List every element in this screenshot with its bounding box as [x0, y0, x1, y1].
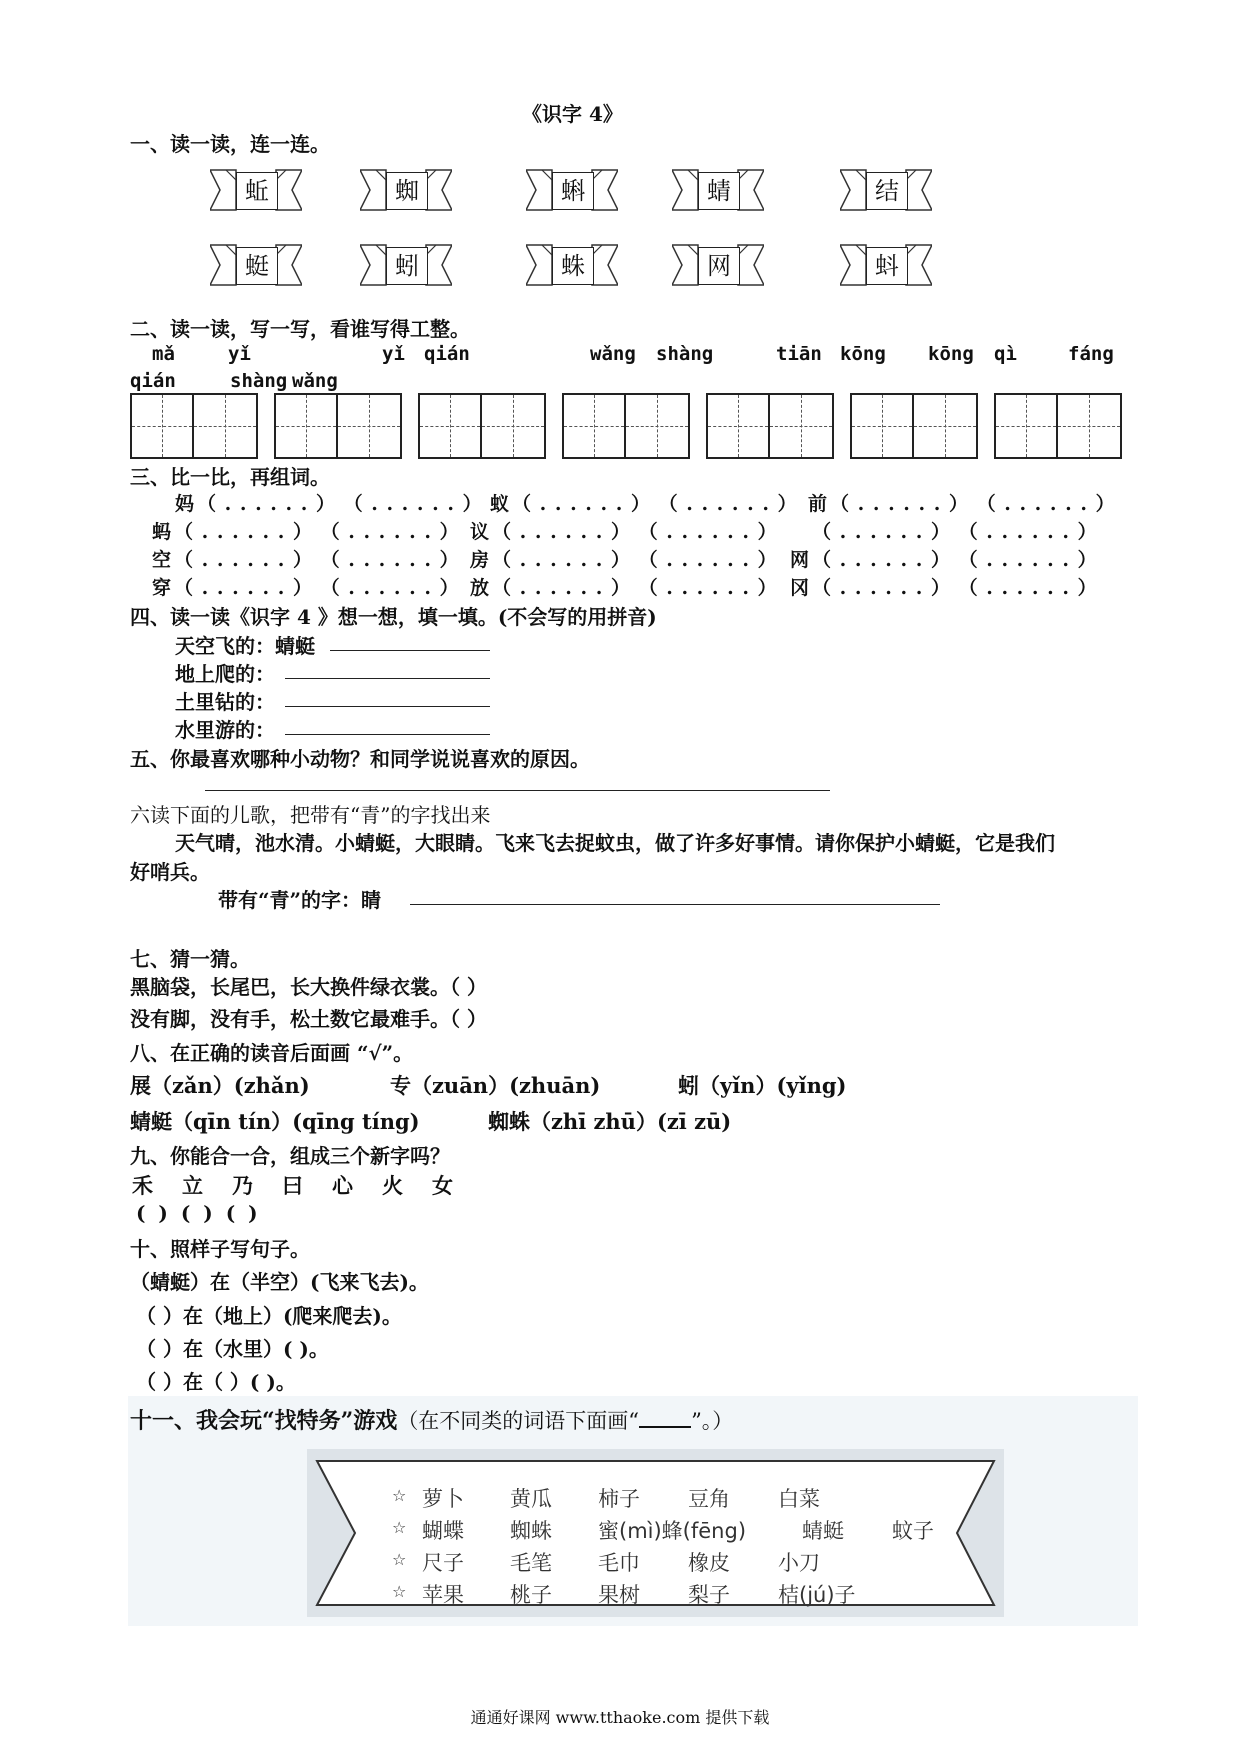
section4-heading: 四、读一读《识字 4 》想一想，填一填。(不会写的用拼音) [130, 605, 657, 629]
compare-char: 房 [470, 549, 490, 571]
section8-heading: 八、在正确的读音后面画 “√”。 [130, 1041, 414, 1065]
section10-heading: 十、照样子写句子。 [130, 1237, 310, 1261]
pinyin-qian2: qián [130, 370, 176, 392]
star-icon: ☆ [392, 1486, 407, 1505]
star-icon: ☆ [392, 1518, 407, 1537]
ribbon-char: 蚯 [236, 172, 278, 210]
game-word[interactable]: 毛巾 [598, 1551, 640, 1575]
compare-group[interactable] [152, 517, 460, 544]
compare-group[interactable] [152, 545, 460, 572]
compare-char: 网 [790, 549, 810, 571]
compare-char: 放 [470, 577, 490, 599]
compare-blanks[interactable]: （ . . . . . . ） （ . . . . . . ） [812, 577, 1098, 599]
section11-hint-end: ”。） [691, 1409, 734, 1433]
ribbon-tag[interactable] [360, 243, 452, 287]
game-word[interactable]: 萝卜 [422, 1487, 464, 1511]
game-word[interactable]: 苹果 [422, 1583, 464, 1607]
pronunciation-item[interactable]: 专（zuān）(zhuān) [390, 1073, 601, 1098]
compare-group[interactable] [808, 489, 1116, 516]
section2-heading: 二、读一读，写一写，看谁写得工整。 [130, 317, 470, 341]
page-title: 《识字 4》 [522, 102, 623, 126]
ribbon-char: 蚓 [386, 247, 428, 285]
compare-blanks[interactable]: （ . . . . . . ） （ . . . . . . ） [492, 521, 778, 543]
pinyin-qian: qián [424, 343, 470, 365]
compare-char: 蚁 [490, 493, 510, 515]
ribbon-tag[interactable] [840, 168, 932, 212]
compare-group[interactable] [490, 489, 798, 516]
compare-blanks[interactable]: （ . . . . . . ） （ . . . . . . ） [174, 549, 460, 571]
star-icon: ☆ [392, 1550, 407, 1569]
ribbon-tag[interactable] [672, 243, 764, 287]
compare-char: 蚂 [152, 521, 172, 543]
underline-sample [639, 1406, 691, 1428]
ribbon-char: 蝌 [552, 172, 594, 210]
riddle-1: 黑脑袋，长尾巴，长大换件绿衣裳。（ ） [130, 975, 487, 999]
game-word[interactable]: 黄瓜 [510, 1487, 552, 1511]
compare-blanks[interactable]: （ . . . . . . ） （ . . . . . . ） [492, 577, 778, 599]
game-word[interactable]: 桃子 [510, 1583, 552, 1607]
compare-blanks[interactable]: （ . . . . . . ） （ . . . . . . ） [197, 493, 483, 515]
pronunciation-item[interactable]: 蜘蛛（zhī zhū）(zī zū) [488, 1109, 732, 1134]
pinyin-wang: wǎng [590, 343, 636, 365]
section1-heading: 一、读一读，连一连。 [130, 132, 330, 156]
combine-char: 禾 [132, 1173, 153, 1198]
fill-item-crawl: 地上爬的： [175, 662, 275, 686]
ribbon-tag[interactable] [360, 168, 452, 212]
pinyin-tian: tiān [776, 343, 822, 365]
pinyin-kong: kōng [840, 343, 886, 365]
compare-char: 穿 [152, 577, 172, 599]
star-icon: ☆ [392, 1582, 407, 1601]
game-word[interactable]: 蜘蛛 [510, 1519, 552, 1543]
pinyin-yi2: yǐ [382, 343, 405, 365]
section9-heading: 九、你能合一合，组成三个新字吗？ [130, 1144, 450, 1168]
game-word[interactable]: 豆角 [688, 1487, 730, 1511]
compare-group[interactable] [470, 573, 778, 600]
game-word[interactable]: 柿子 [598, 1487, 640, 1511]
compare-blanks[interactable]: （ . . . . . . ） （ . . . . . . ） [812, 521, 1098, 543]
game-word[interactable]: 蚊子 [892, 1519, 934, 1543]
ribbon-tag[interactable] [526, 168, 618, 212]
ribbon-tag[interactable] [210, 168, 302, 212]
compare-blanks[interactable]: （ . . . . . . ） （ . . . . . . ） [812, 549, 1098, 571]
pinyin-qi: qì [994, 343, 1017, 365]
game-word[interactable]: 尺子 [422, 1551, 464, 1575]
pinyin-yi: yǐ [228, 343, 251, 365]
pinyin-ma: mǎ [152, 343, 175, 365]
game-word[interactable]: 梨子 [688, 1583, 730, 1607]
sentence-blank[interactable]: （ ）在（水里）( )。 [136, 1337, 329, 1361]
compare-group[interactable] [470, 545, 778, 572]
game-word[interactable]: 果树 [598, 1583, 640, 1607]
ribbon-char: 网 [698, 247, 740, 285]
section11-hint: （在不同类的词语下面画“ [397, 1409, 640, 1433]
fill-item-swim: 水里游的： [175, 718, 275, 742]
combine-char: 火 [382, 1173, 403, 1198]
compare-char: 妈 [175, 493, 195, 515]
pinyin-shang: shàng [656, 343, 714, 365]
ribbon-tag[interactable] [672, 168, 764, 212]
section5-heading: 五、你最喜欢哪种小动物？和同学说说喜欢的原因。 [130, 747, 590, 771]
fill-item-dig: 土里钻的： [175, 690, 275, 714]
pinyin-shang2: shàng [230, 370, 288, 392]
qing-answer-label: 带有“青”的字：睛 [218, 888, 382, 912]
game-word[interactable]: 白菜 [778, 1487, 820, 1511]
compare-char: 冈 [790, 577, 810, 599]
poem-line2: 好哨兵。 [130, 860, 210, 884]
combine-char: 曰 [282, 1173, 303, 1198]
compare-group[interactable] [790, 573, 1098, 600]
ribbon-char: 蜓 [236, 247, 278, 285]
ribbon-char: 蜻 [698, 172, 740, 210]
compare-char: 前 [808, 493, 828, 515]
sentence-blank[interactable]: （ ）在（地上）(爬来爬去)。 [136, 1304, 402, 1328]
compare-group[interactable] [152, 573, 460, 600]
section11-heading: 十一、我会玩“找特务”游戏 [130, 1408, 398, 1434]
writing-grid[interactable] [130, 393, 258, 459]
compare-blanks[interactable]: （ . . . . . . ） （ . . . . . . ） [492, 549, 778, 571]
answer-line[interactable] [285, 678, 490, 679]
poem-line1: 天气晴，池水清。小蜻蜓，大眼睛。飞来飞去捉蚊虫，做了许多好事情。请你保护小蜻蜓，它是我们 [175, 831, 1055, 855]
sentence-blank[interactable]: （ ）在（ ）( )。 [136, 1370, 296, 1394]
compare-char: 空 [152, 549, 172, 571]
writing-grid[interactable] [274, 393, 402, 459]
ribbon-char: 蜘 [386, 172, 428, 210]
combine-char: 乃 [232, 1173, 253, 1198]
answer-line[interactable] [285, 706, 490, 707]
combine-blanks[interactable]: ( ) ( ) ( ) [136, 1201, 258, 1225]
compare-group[interactable] [175, 489, 483, 516]
writing-grid[interactable] [418, 393, 546, 459]
section3-heading: 三、比一比，再组词。 [130, 465, 330, 489]
pinyin-kong2: kōng [928, 343, 974, 365]
ribbon-char: 结 [866, 172, 908, 210]
pinyin-fang: fáng [1068, 343, 1114, 365]
combine-char: 立 [182, 1173, 203, 1198]
pinyin-wang2: wǎng [292, 370, 338, 392]
compare-blanks[interactable]: （ . . . . . . ） （ . . . . . . ） [512, 493, 798, 515]
ribbon-tag[interactable] [526, 243, 618, 287]
riddle-2: 没有脚，没有手，松土数它最难手。（ ） [130, 1007, 487, 1031]
section11-heading-row [130, 1404, 733, 1435]
sentence-example: （蜻蜓）在（半空）(飞来飞去)。 [130, 1270, 429, 1294]
compare-group[interactable] [790, 545, 1098, 572]
ribbon-tag[interactable] [840, 243, 932, 287]
game-word[interactable]: 小刀 [778, 1551, 820, 1575]
writing-grid[interactable] [562, 393, 690, 459]
answer-line[interactable] [285, 734, 490, 735]
combine-char: 女 [432, 1173, 453, 1198]
compare-group[interactable] [790, 517, 1098, 544]
section7-heading: 七、猜一猜。 [130, 947, 250, 971]
answer-line[interactable] [330, 650, 490, 651]
combine-char: 心 [332, 1173, 353, 1198]
game-word[interactable]: 蜻蜓 [802, 1519, 844, 1543]
compare-char: 议 [470, 521, 490, 543]
game-word[interactable]: 蜜(mì)蜂(fēng) [598, 1519, 747, 1543]
pronunciation-item[interactable]: 展（zǎn）(zhǎn) [130, 1073, 310, 1098]
game-word[interactable]: 毛笔 [510, 1551, 552, 1575]
compare-blanks[interactable]: （ . . . . . . ） （ . . . . . . ） [830, 493, 1116, 515]
fill-item-fly: 天空飞的：蜻蜓 [175, 634, 315, 658]
ribbon-char: 蚪 [866, 247, 908, 285]
writing-grid[interactable] [706, 393, 834, 459]
compare-group[interactable] [470, 517, 778, 544]
pronunciation-item[interactable]: 蚓（yǐn）(yǐng) [678, 1073, 847, 1098]
writing-grid[interactable] [850, 393, 978, 459]
section6-heading: 六读下面的儿歌，把带有“青”的字找出来 [130, 803, 491, 827]
game-word[interactable]: 蝴蝶 [422, 1519, 464, 1543]
game-word[interactable]: 桔(jú)子 [778, 1583, 856, 1607]
compare-blanks[interactable]: （ . . . . . . ） （ . . . . . . ） [174, 521, 460, 543]
writing-grid[interactable] [994, 393, 1122, 459]
ribbon-tag[interactable] [210, 243, 302, 287]
game-word[interactable]: 橡皮 [688, 1551, 730, 1575]
ribbon-char: 蛛 [552, 247, 594, 285]
pronunciation-item[interactable]: 蜻蜓（qīn tín）(qīng tíng) [130, 1109, 420, 1134]
compare-blanks[interactable]: （ . . . . . . ） （ . . . . . . ） [174, 577, 460, 599]
answer-line[interactable] [205, 790, 830, 791]
answer-line[interactable] [410, 904, 940, 905]
footer-credit: 通通好课网 www.tthaoke.com 提供下载 [470, 1708, 770, 1727]
